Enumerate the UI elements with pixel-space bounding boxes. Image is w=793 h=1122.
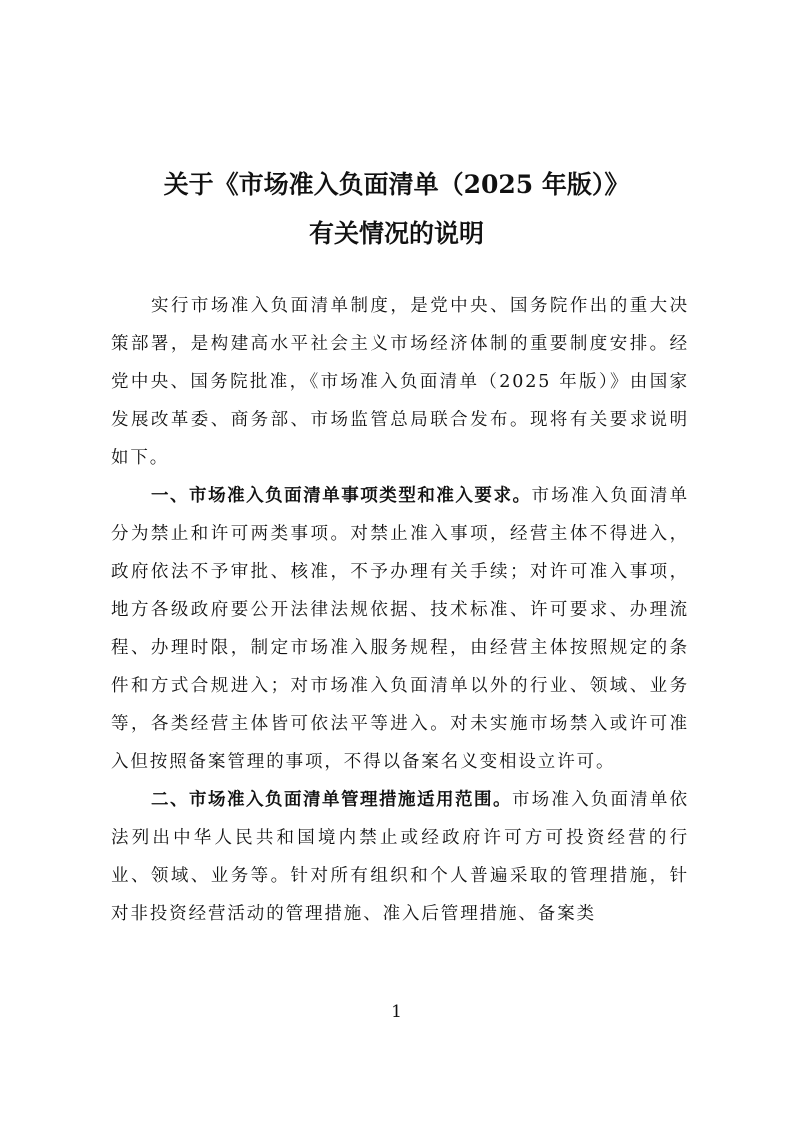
section-2-heading: 二、市场准入负面清单管理措施适用范围。 (151, 790, 512, 810)
paragraph-intro (111, 287, 689, 477)
section-1-heading: 一、市场准入负面清单事项类型和准入要求。 (151, 486, 532, 506)
document-title-line-2: 有关情况的说明 (308, 219, 484, 248)
paragraph-section-2 (111, 781, 689, 933)
document-body (111, 287, 689, 933)
paragraph-section-1 (111, 477, 689, 781)
document-title-line-1: 关于《市场准入负面清单（2025 年版）》 (163, 170, 630, 199)
section-1-text: 市场准入负面清单分为禁止和许可两类事项。对禁止准入事项，经营主体不得进入，政府依法不予审批、核准，不予办理有关手续；对许可准入事项，地方各级政府要公开法律法规依据、技术标准、许可要求、办理流程、办理时限，制定市场准入服务规程，由经营主体按照规定的条件和方式合规进入；对市场准入负面清单以外的行业、领域、业务等，各类经营主体皆可依法平等进入。对未实施市场禁入或许可准入但按照备案管理的事项，不得以备案名义变相设立许可。 (111, 486, 689, 772)
paragraph-intro-text: 实行市场准入负面清单制度，是党中央、国务院作出的重大决策部署，是构建高水平社会主义市场经济体制的重要制度安排。经党中央、国务院批准，《市场准入负面清单（2025 年版）》由国家发展改革委、商务部、市场监管总局联合发布。现将有关要求说明如下。 (111, 296, 689, 468)
section-2-text: 市场准入负面清单依法列出中华人民共和国境内禁止或经政府许可方可投资经营的行业、领域、业务等。针对所有组织和个人普遍采取的管理措施，针对非投资经营活动的管理措施、准入后管理措施、备案类 (111, 790, 689, 924)
page-number: 1 (391, 1002, 402, 1022)
